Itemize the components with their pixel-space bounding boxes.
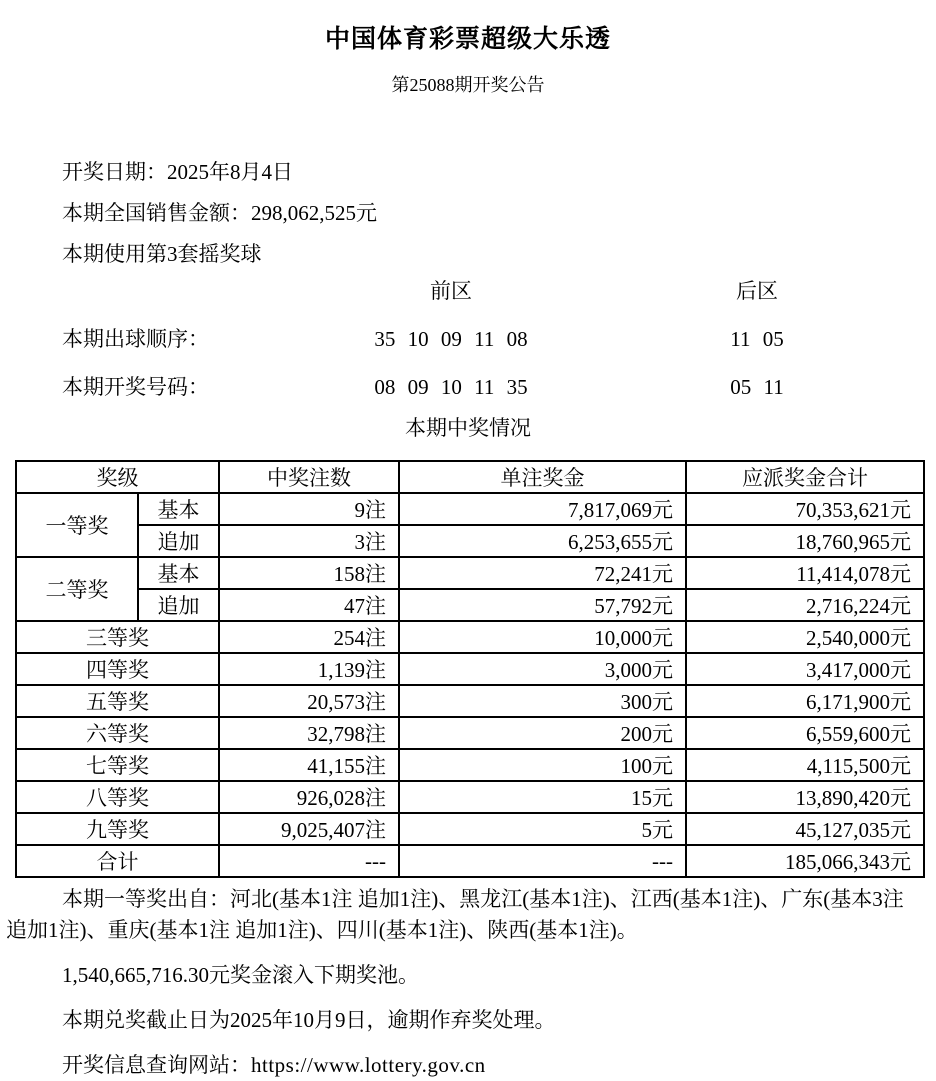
single-prize-cell: 5元 [399, 813, 686, 845]
prize-subtype-cell: 追加 [138, 589, 219, 621]
front-zone-label: 前区 [430, 279, 472, 303]
lottery-website-link[interactable]: https://www.lottery.gov.cn [251, 1053, 486, 1077]
single-prize-cell: 72,241元 [399, 557, 686, 589]
total-payout-cell: 3,417,000元 [686, 653, 924, 685]
prize-level-cell: 三等奖 [16, 621, 219, 653]
single-prize-cell: 3,000元 [399, 653, 686, 685]
website-label: 开奖信息查询网站： [62, 1053, 251, 1077]
draw-order-front-numbers: 35 10 09 11 08 [374, 327, 528, 351]
prize-table-row [16, 781, 924, 813]
prize-level-cell: 八等奖 [16, 781, 219, 813]
prize-table-row [16, 621, 924, 653]
total-payout-cell: 2,716,224元 [686, 589, 924, 621]
winning-numbers-row [0, 372, 936, 402]
prize-level-cell: 九等奖 [16, 813, 219, 845]
winning-bets-cell: 9,025,407注 [219, 813, 399, 845]
prize-level-cell: 二等奖 [16, 557, 138, 621]
total-payout-cell: 11,414,078元 [686, 557, 924, 589]
rollover-note: 1,540,665,716.30元奖金滚入下期奖池。 [62, 963, 419, 987]
single-prize-cell: 7,817,069元 [399, 493, 686, 525]
winning-bets-cell: 9注 [219, 493, 399, 525]
winning-bets-cell: 32,798注 [219, 717, 399, 749]
sales-amount-line: 本期全国销售金额：298,062,525元 [62, 201, 377, 225]
prize-table-row [16, 845, 924, 877]
total-payout-cell: 4,115,500元 [686, 749, 924, 781]
total-payout-cell: 6,171,900元 [686, 685, 924, 717]
draw-order-row [0, 324, 936, 354]
prize-subtype-cell: 追加 [138, 525, 219, 557]
single-prize-cell: 200元 [399, 717, 686, 749]
total-payout-cell: 18,760,965元 [686, 525, 924, 557]
header-winning-bets: 中奖注数 [219, 461, 399, 493]
total-payout-cell: 6,559,600元 [686, 717, 924, 749]
prize-level-cell: 七等奖 [16, 749, 219, 781]
prize-table [15, 460, 925, 878]
total-payout-cell: 45,127,035元 [686, 813, 924, 845]
single-prize-cell: 10,000元 [399, 621, 686, 653]
winning-numbers-label: 本期开奖号码： [62, 375, 209, 399]
total-payout-cell: 185,066,343元 [686, 845, 924, 877]
prize-table-row [16, 813, 924, 845]
winning-bets-cell: 41,155注 [219, 749, 399, 781]
prize-level-cell: 五等奖 [16, 685, 219, 717]
website-line [6, 1050, 928, 1081]
winning-bets-cell: 3注 [219, 525, 399, 557]
prize-level-cell: 一等奖 [16, 493, 138, 557]
winning-front-numbers: 08 09 10 11 35 [374, 375, 528, 399]
winning-bets-cell: 47注 [219, 589, 399, 621]
single-prize-cell: 6,253,655元 [399, 525, 686, 557]
total-payout-cell: 70,353,621元 [686, 493, 924, 525]
prize-table-row [16, 717, 924, 749]
single-prize-cell: 100元 [399, 749, 686, 781]
prize-table-row [16, 653, 924, 685]
prize-subtype-cell: 基本 [138, 557, 219, 589]
prize-table-header-row [16, 461, 924, 493]
draw-order-label: 本期出球顺序： [62, 327, 209, 351]
header-total-payout: 应派奖金合计 [686, 461, 924, 493]
zone-header-row [0, 276, 936, 306]
header-prize-level: 奖级 [16, 461, 219, 493]
first-prize-provinces-note: 本期一等奖出自：河北(基本1注 追加1注)、黑龙江(基本1注)、江西(基本1注)、广东(基本3注 追加1注)、重庆(基本1注 追加1注)、四川(基本1注)、陕西(基本1注)。 [6, 887, 904, 942]
prize-table-row [16, 525, 924, 557]
single-prize-cell: 57,792元 [399, 589, 686, 621]
single-prize-cell: --- [399, 845, 686, 877]
claim-deadline-note: 本期兑奖截止日为2025年10月9日，逾期作弃奖处理。 [62, 1008, 556, 1032]
draw-info-block [0, 152, 936, 275]
winning-bets-cell: --- [219, 845, 399, 877]
winning-back-numbers: 05 11 [730, 375, 784, 399]
prize-level-cell: 六等奖 [16, 717, 219, 749]
winning-bets-cell: 1,139注 [219, 653, 399, 685]
page-subtitle: 第25088期开奖公告 [391, 75, 545, 95]
draw-date-line: 开奖日期：2025年8月4日 [62, 160, 293, 184]
prize-level-cell: 四等奖 [16, 653, 219, 685]
draw-order-back-numbers: 11 05 [730, 327, 784, 351]
winning-bets-cell: 926,028注 [219, 781, 399, 813]
header-single-prize: 单注奖金 [399, 461, 686, 493]
winning-bets-cell: 20,573注 [219, 685, 399, 717]
single-prize-cell: 15元 [399, 781, 686, 813]
single-prize-cell: 300元 [399, 685, 686, 717]
prize-level-cell: 合计 [16, 845, 219, 877]
back-zone-label: 后区 [736, 279, 778, 303]
prize-table-body [16, 493, 924, 877]
prize-table-row [16, 685, 924, 717]
prize-table-title: 本期中奖情况 [405, 416, 531, 440]
prize-table-row [16, 749, 924, 781]
page-title: 中国体育彩票超级大乐透 [324, 26, 611, 53]
prize-table-row [16, 493, 924, 525]
prize-subtype-cell: 基本 [138, 493, 219, 525]
prize-table-row [16, 589, 924, 621]
total-payout-cell: 13,890,420元 [686, 781, 924, 813]
total-payout-cell: 2,540,000元 [686, 621, 924, 653]
winning-bets-cell: 254注 [219, 621, 399, 653]
winning-bets-cell: 158注 [219, 557, 399, 589]
ball-set-line: 本期使用第3套摇奖球 [62, 242, 262, 266]
prize-table-row [16, 557, 924, 589]
